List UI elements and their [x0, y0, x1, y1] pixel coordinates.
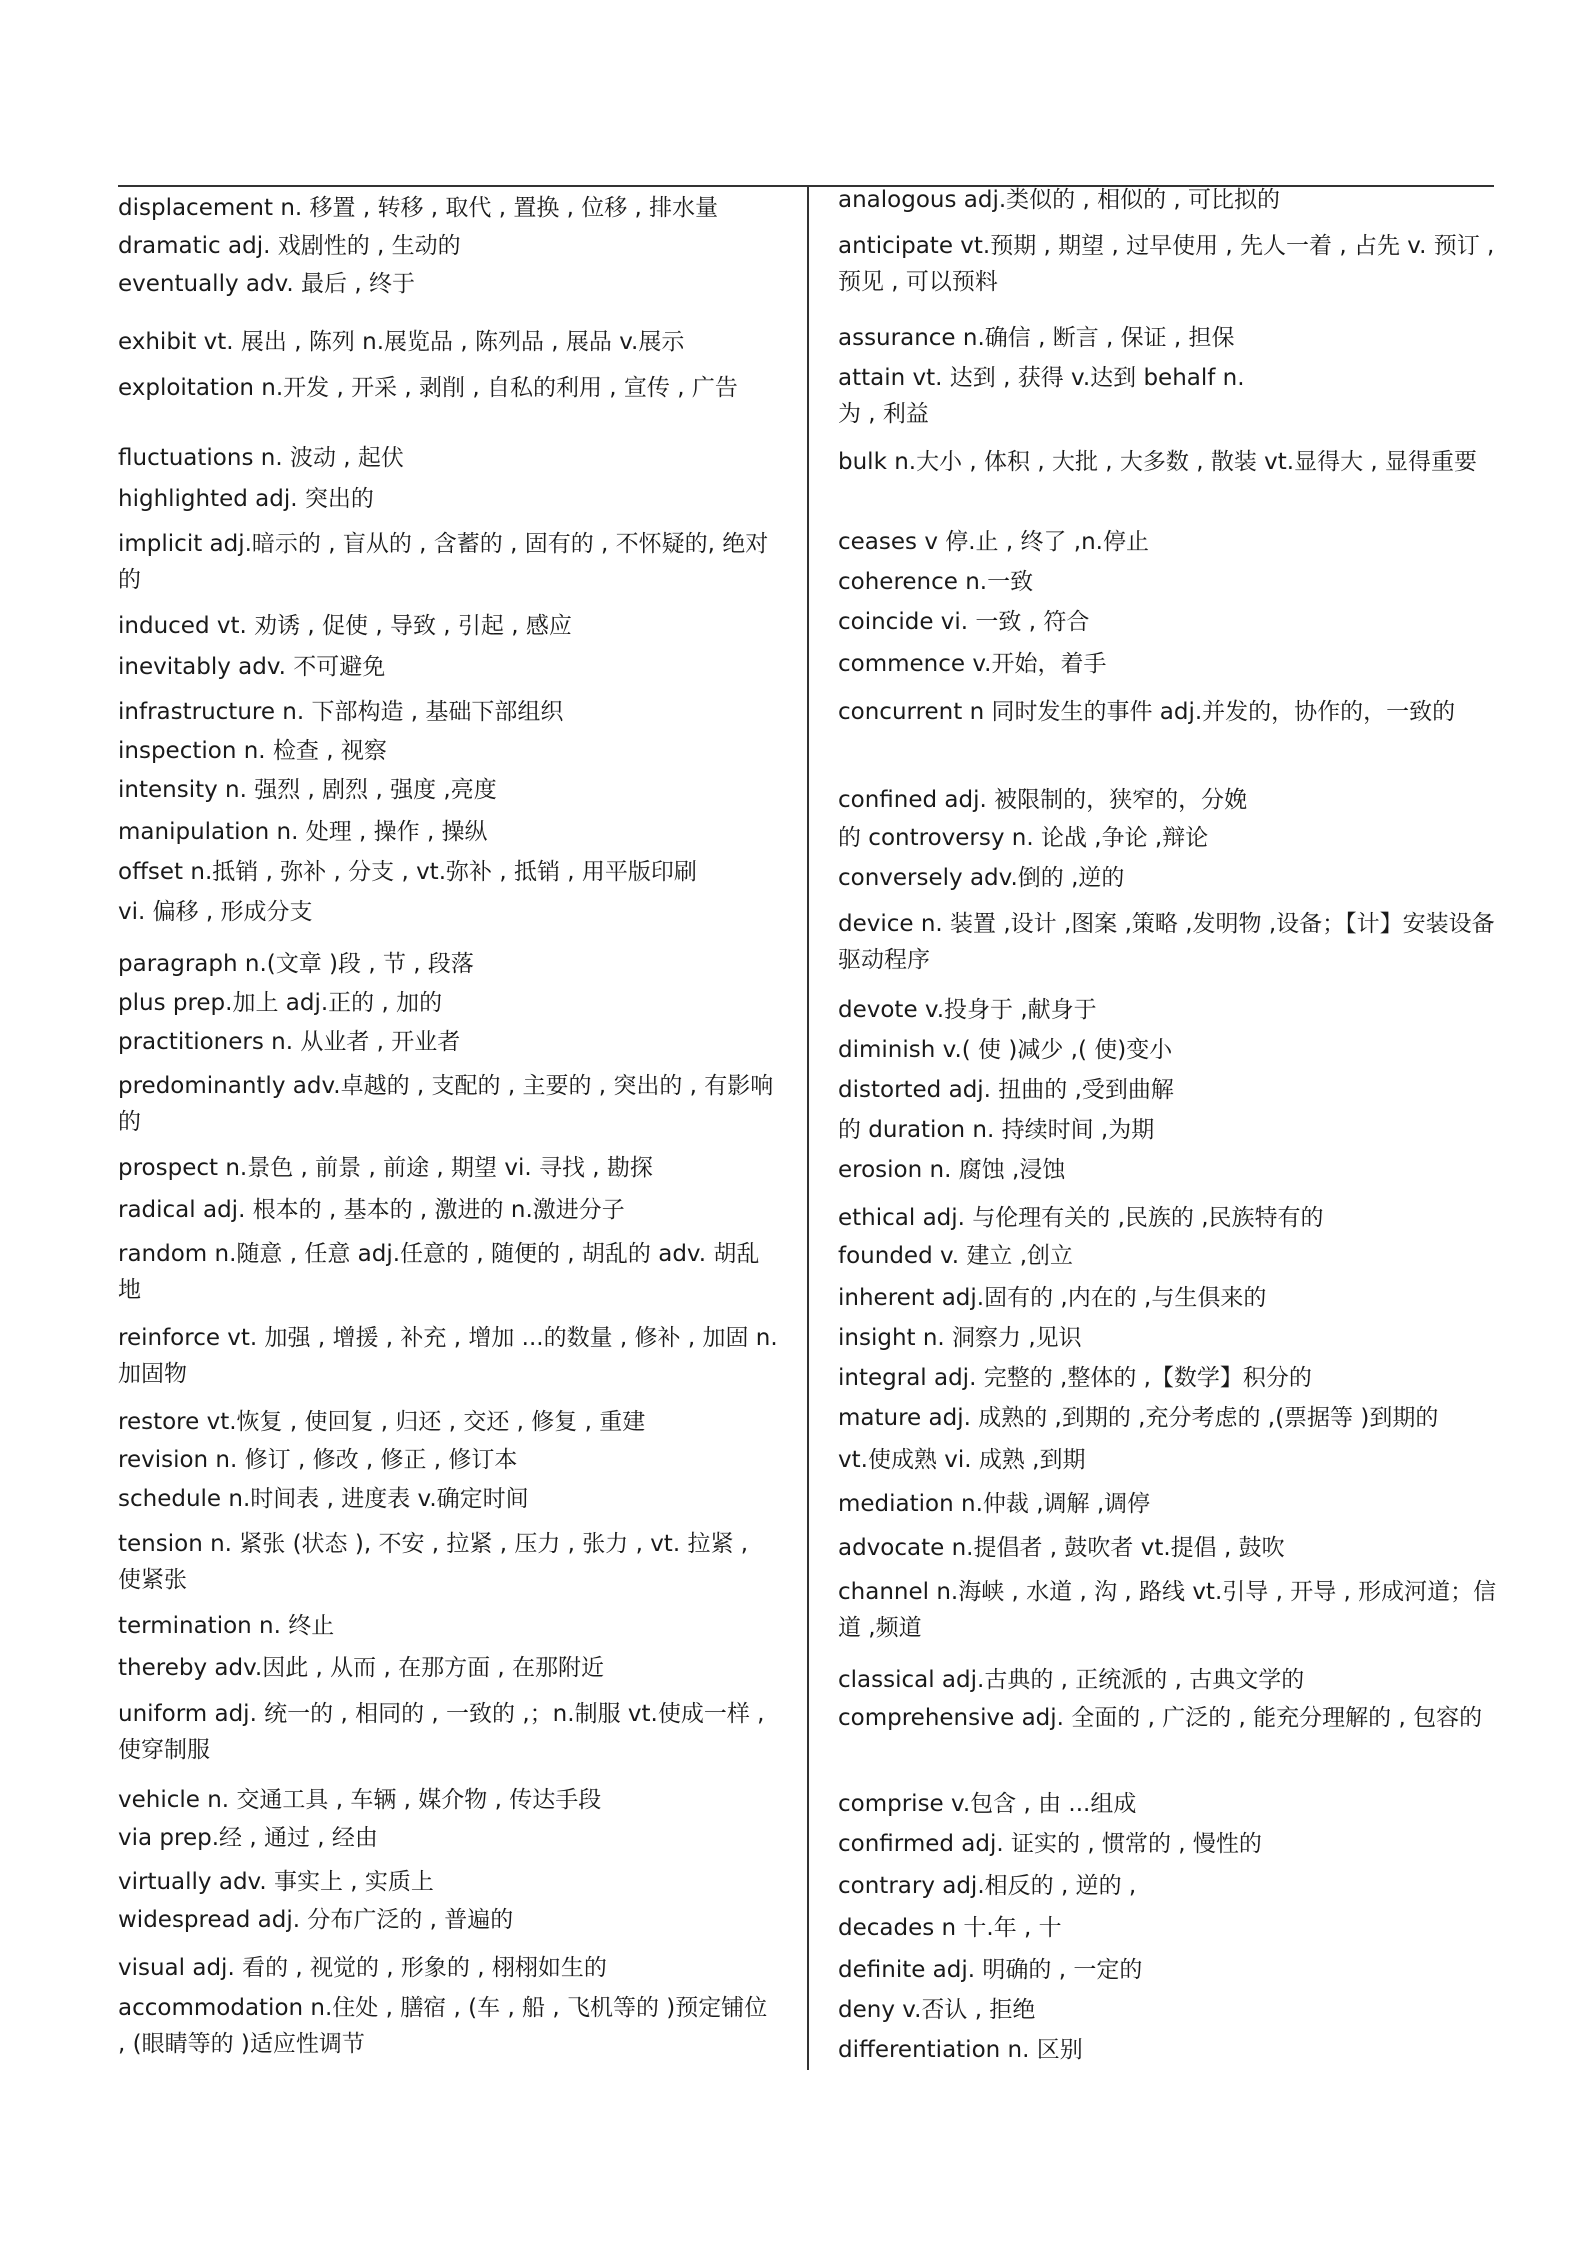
vocab-entry: schedule n.时间表 , 进度表 v.确定时间 [118, 1486, 529, 1512]
vocab-entry: coincide vi. 一致 , 符合 [838, 609, 1090, 635]
vocab-entry: inspection n. 检查 , 视察 [118, 738, 387, 764]
vocab-entry: analogous adj.类似的 , 相似的 , 可比拟的 [838, 187, 1281, 213]
vocab-entry: offset n.抵销 , 弥补 , 分支 , vt.弥补 , 抵销 , 用平版印刷 [118, 859, 697, 885]
vocab-entry: concurrent n 同时发生的事件 adj.并发的，协作的，一致的 [838, 699, 1456, 725]
vocab-entry: commence v.开始，着手 [838, 651, 1107, 677]
vocab-entry: fluctuations n. 波动 , 起伏 [118, 445, 404, 471]
vocab-entry: 为 , 利益 [838, 401, 929, 427]
vocab-entry: diminish v.( 使 )减少 ,( 使)变小 [838, 1037, 1173, 1063]
vocab-entry: conversely adv.倒的 ,逆的 [838, 865, 1125, 891]
vocab-entry: exhibit vt. 展出 , 陈列 n.展览品 , 陈列品 , 展品 v.展示 [118, 329, 685, 355]
vocab-entry: attain vt. 达到 , 获得 v.达到 behalf n. [838, 365, 1245, 391]
vocab-entry: ceases v 停.止 , 终了 ,n.停止 [838, 529, 1149, 555]
vocab-entry: comprise v.包含 , 由 ...组成 [838, 1791, 1137, 1817]
vocab-entry: infrastructure n. 下部构造 , 基础下部组织 [118, 699, 564, 725]
vocab-entry: visual adj. 看的 , 视觉的 , 形象的 , 栩栩如生的 [118, 1955, 607, 1981]
vocab-entry: differentiation n. 区别 [838, 2037, 1083, 2063]
vocab-entry: classical adj.古典的 , 正统派的 , 古典文学的 [838, 1667, 1305, 1693]
vocab-entry: mature adj. 成熟的 ,到期的 ,充分考虑的 ,(票据等 )到期的 [838, 1405, 1439, 1431]
vocab-entry: mediation n.仲裁 ,调解 ,调停 [838, 1491, 1151, 1517]
vocab-entry: predominantly adv.卓越的 , 支配的 , 主要的 , 突出的 , 有影响的 [118, 1073, 774, 1135]
vocab-entry: restore vt.恢复 , 使回复 , 归还 , 交还 , 修复 , 重建 [118, 1409, 646, 1435]
vocab-entry: 的 duration n. 持续时间 ,为期 [838, 1117, 1155, 1143]
vocab-entry: implicit adj.暗示的 , 盲从的 , 含蓄的 , 固有的 , 不怀疑的, 绝对的 [118, 531, 769, 593]
vocab-entry: eventually adv. 最后 , 终于 [118, 271, 415, 297]
vocab-entry: device n. 装置 ,设计 ,图案 ,策略 ,发明物 ,设备；【计】安装设备驱动程序 [838, 911, 1495, 973]
vocab-entry: integral adj. 完整的 ,整体的 ,【数学】积分的 [838, 1365, 1312, 1391]
vocab-entry: anticipate vt.预期 , 期望 , 过早使用 , 先人一着 , 占先 v. 预订 , 预见 , 可以预料 [838, 233, 1495, 295]
vocab-entry: induced vt. 劝诱 , 促使 , 导致 , 引起 , 感应 [118, 613, 572, 639]
vocab-entry: plus prep.加上 adj.正的 , 加的 [118, 990, 443, 1016]
vocab-entry: intensity n. 强烈 , 剧烈 , 强度 ,亮度 [118, 777, 497, 803]
vocab-entry: highlighted adj. 突出的 [118, 486, 374, 512]
vocab-entry: revision n. 修订 , 修改 , 修正 , 修订本 [118, 1447, 518, 1473]
vocab-entry: definite adj. 明确的 , 一定的 [838, 1957, 1143, 1983]
vocab-entry: radical adj. 根本的 , 基本的 , 激进的 n.激进分子 [118, 1197, 625, 1223]
vocab-entry: termination n. 终止 [118, 1613, 335, 1639]
vocab-entry: tension n. 紧张 (状态 ), 不安 , 拉紧 , 压力 , 张力 , vt. 拉紧 , 使紧张 [118, 1531, 749, 1593]
vocab-entry: distorted adj. 扭曲的 ,受到曲解 [838, 1077, 1174, 1103]
vocab-entry: coherence n.一致 [838, 569, 1034, 595]
vocab-entry: confirmed adj. 证实的 , 惯常的 , 慢性的 [838, 1831, 1262, 1857]
vocab-entry: accommodation n.住处 , 膳宿 , (车 , 船 , 飞机等的 )预定铺位 , (眼睛等的 )适应性调节 [118, 1995, 768, 2057]
vocab-entry: paragraph n.(文章 )段 , 节 , 段落 [118, 951, 474, 977]
vocab-entry: bulk n.大小 , 体积 , 大批 , 大多数 , 散装 vt.显得大 , 显得重要 [838, 449, 1478, 475]
vocab-entry: dramatic adj. 戏剧性的 , 生动的 [118, 233, 461, 259]
vocab-entry: random n.随意 , 任意 adj.任意的 , 随便的 , 胡乱的 adv. 胡乱地 [118, 1241, 760, 1303]
vocab-entry: prospect n.景色 , 前景 , 前途 , 期望 vi. 寻找 , 勘探 [118, 1155, 653, 1181]
vocab-entry: vi. 偏移 , 形成分支 [118, 899, 313, 925]
vocab-entry: channel n.海峡 , 水道 , 沟 , 路线 vt.引导 , 开导 , 形成河道；信道 ,频道 [838, 1579, 1497, 1641]
vocab-entry: widespread adj. 分布广泛的 , 普遍的 [118, 1907, 514, 1933]
vocab-entry: displacement n. 移置 , 转移 , 取代 , 置换 , 位移 , 排水量 [118, 195, 719, 221]
vocab-entry: erosion n. 腐蚀 ,浸蚀 [838, 1157, 1066, 1183]
vocab-entry: via prep.经 , 通过 , 经由 [118, 1825, 378, 1851]
vocab-entry: comprehensive adj. 全面的 , 广泛的 , 能充分理解的 , 包容的 [838, 1705, 1483, 1731]
vocab-entry: vt.使成熟 vi. 成熟 ,到期 [838, 1447, 1086, 1473]
vocab-entry: manipulation n. 处理 , 操作 , 操纵 [118, 819, 488, 845]
vocab-entry: inherent adj.固有的 ,内在的 ,与生俱来的 [838, 1285, 1267, 1311]
vocab-entry: decades n 十.年 , 十 [838, 1915, 1062, 1941]
vocab-entry: founded v. 建立 ,创立 [838, 1243, 1074, 1269]
vocab-entry: insight n. 洞察力 ,见识 [838, 1325, 1082, 1351]
vocab-entry: ethical adj. 与伦理有关的 ,民族的 ,民族特有的 [838, 1205, 1324, 1231]
vocab-entry: practitioners n. 从业者 , 开业者 [118, 1029, 461, 1055]
vocab-entry: reinforce vt. 加强 , 增援 , 补充 , 增加 ...的数量 , 修补 , 加固 n.加固物 [118, 1325, 778, 1387]
vocab-entry: inevitably adv. 不可避免 [118, 654, 386, 680]
vocab-entry: contrary adj.相反的 , 逆的 , [838, 1873, 1137, 1899]
vocab-entry: advocate n.提倡者 , 鼓吹者 vt.提倡 , 鼓吹 [838, 1535, 1285, 1561]
vocab-entry: devote v.投身于 ,献身于 [838, 997, 1097, 1023]
vocab-entry: deny v.否认 , 拒绝 [838, 1997, 1036, 2023]
vocab-entry: exploitation n.开发 , 开采 , 剥削 , 自私的利用 , 宣传 , 广告 [118, 375, 738, 401]
vocab-entry: confined adj. 被限制的，狭窄的，分娩 [838, 787, 1248, 813]
vocab-entry: vehicle n. 交通工具 , 车辆 , 媒介物 , 传达手段 [118, 1787, 602, 1813]
vocab-entry: virtually adv. 事实上 , 实质上 [118, 1869, 434, 1895]
vocab-entry: uniform adj. 统一的 , 相同的 , 一致的 ,；n.制服 vt.使成一样 , 使穿制服 [118, 1701, 765, 1763]
vocab-entry: 的 controversy n. 论战 ,争论 ,辩论 [838, 825, 1209, 851]
vocab-entry: thereby adv.因此 , 从而 , 在那方面 , 在那附近 [118, 1655, 604, 1681]
vocab-entry: assurance n.确信 , 断言 , 保证 , 担保 [838, 325, 1235, 351]
column-divider [807, 186, 809, 2070]
